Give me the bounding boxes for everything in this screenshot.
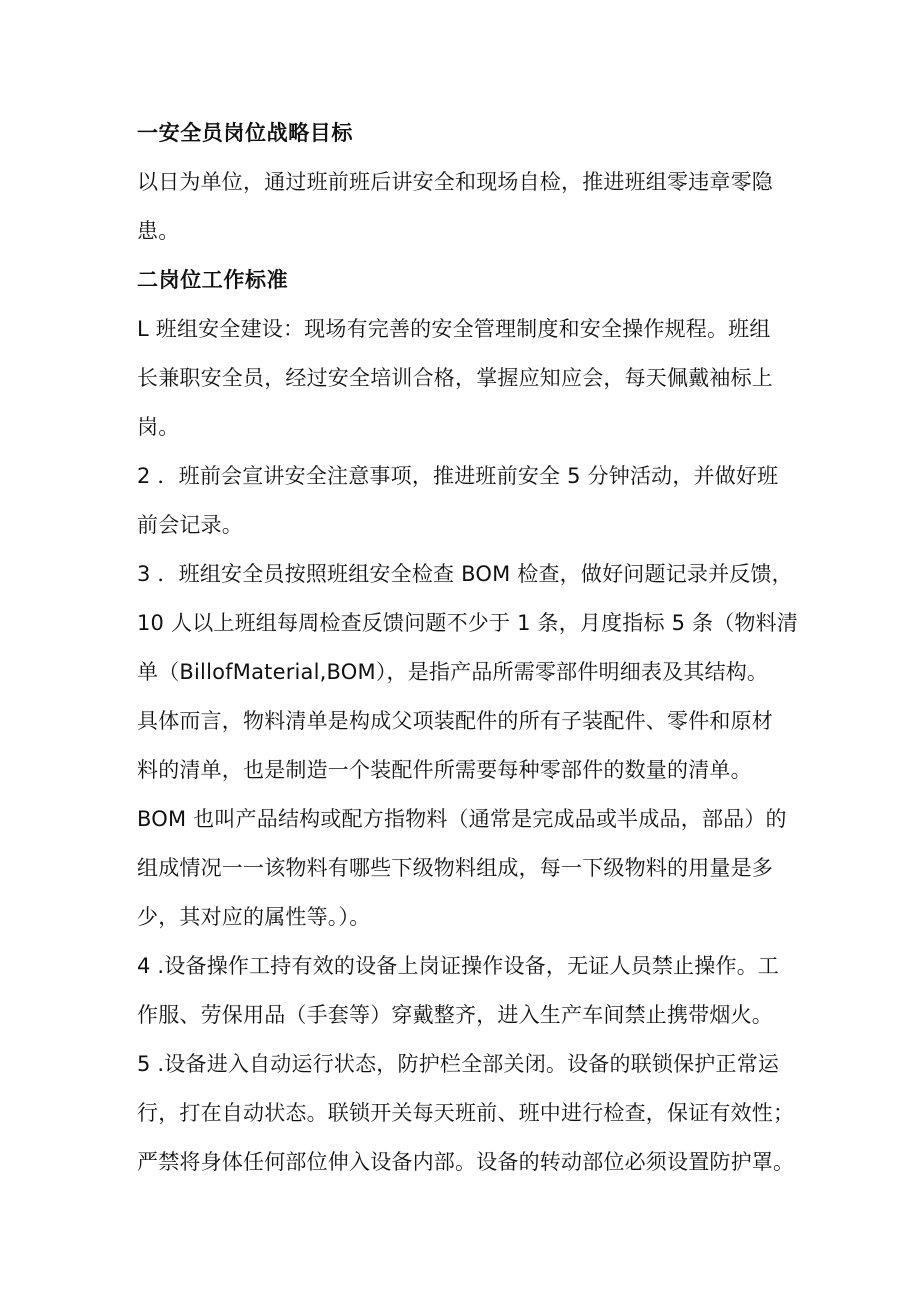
text-line: 严禁将身体任何部位伸入设备内部。设备的转动部位必须设置防护罩。 [137,1150,795,1174]
text-line: 以日为单位，通过班前班后讲安全和现场自检，推进班组零违章零隐 [137,170,773,194]
text-line: 5 .设备进入自动运行状态，防护栏全部关闭。设备的联锁保护正常运 [137,1052,780,1076]
section-heading-2: 二岗位工作标准 [137,268,289,292]
section-heading-1: 一安全员岗位战略目标 [137,121,353,145]
text-line: 具体而言，物料清单是构成父项装配件的所有子装配件、零件和原材 [137,709,773,733]
text-line: L 班组安全建设：现场有完善的安全管理制度和安全操作规程。班组 [137,317,771,341]
text-line: 长兼职安全员，经过安全培训合格，掌握应知应会，每天佩戴袖标上 [137,366,773,390]
text-line: 2 ．班前会宣讲安全注意事项，推进班前安全 5 分钟活动，并做好班 [137,464,779,488]
text-line: 单（BillofMaterial,BOM），是指产品所需零部件明细表及其结构。 [137,660,769,684]
text-line: 10 人以上班组每周检查反馈问题不少于 1 条，月度指标 5 条（物料清 [137,611,799,635]
text-line: 患。 [137,219,180,243]
text-line: 3 ．班组安全员按照班组安全检查 BOM 检查，做好问题记录并反馈， [137,562,793,586]
text-line: 组成情况一一该物料有哪些下级物料组成，每一下级物料的用量是多 [137,856,773,880]
text-line: 料的清单，也是制造一个装配件所需要每种零部件的数量的清单。 [137,758,752,782]
text-line: 作服、劳保用品（手套等）穿戴整齐，进入生产车间禁止携带烟火。 [137,1003,773,1027]
text-line: BOM 也叫产品结构或配方指物料（通常是完成品或半成品，部品）的 [137,807,787,831]
text-line: 4 .设备操作工持有效的设备上岗证操作设备，无证人员禁止操作。工 [137,954,780,978]
text-line: 前会记录。 [137,513,243,537]
text-line: 行，打在自动状态。联锁开关每天班前、班中进行检查，保证有效性； [137,1101,795,1125]
text-line: 岗。 [137,415,180,439]
text-line: 少，其对应的属性等。）。 [137,905,371,929]
